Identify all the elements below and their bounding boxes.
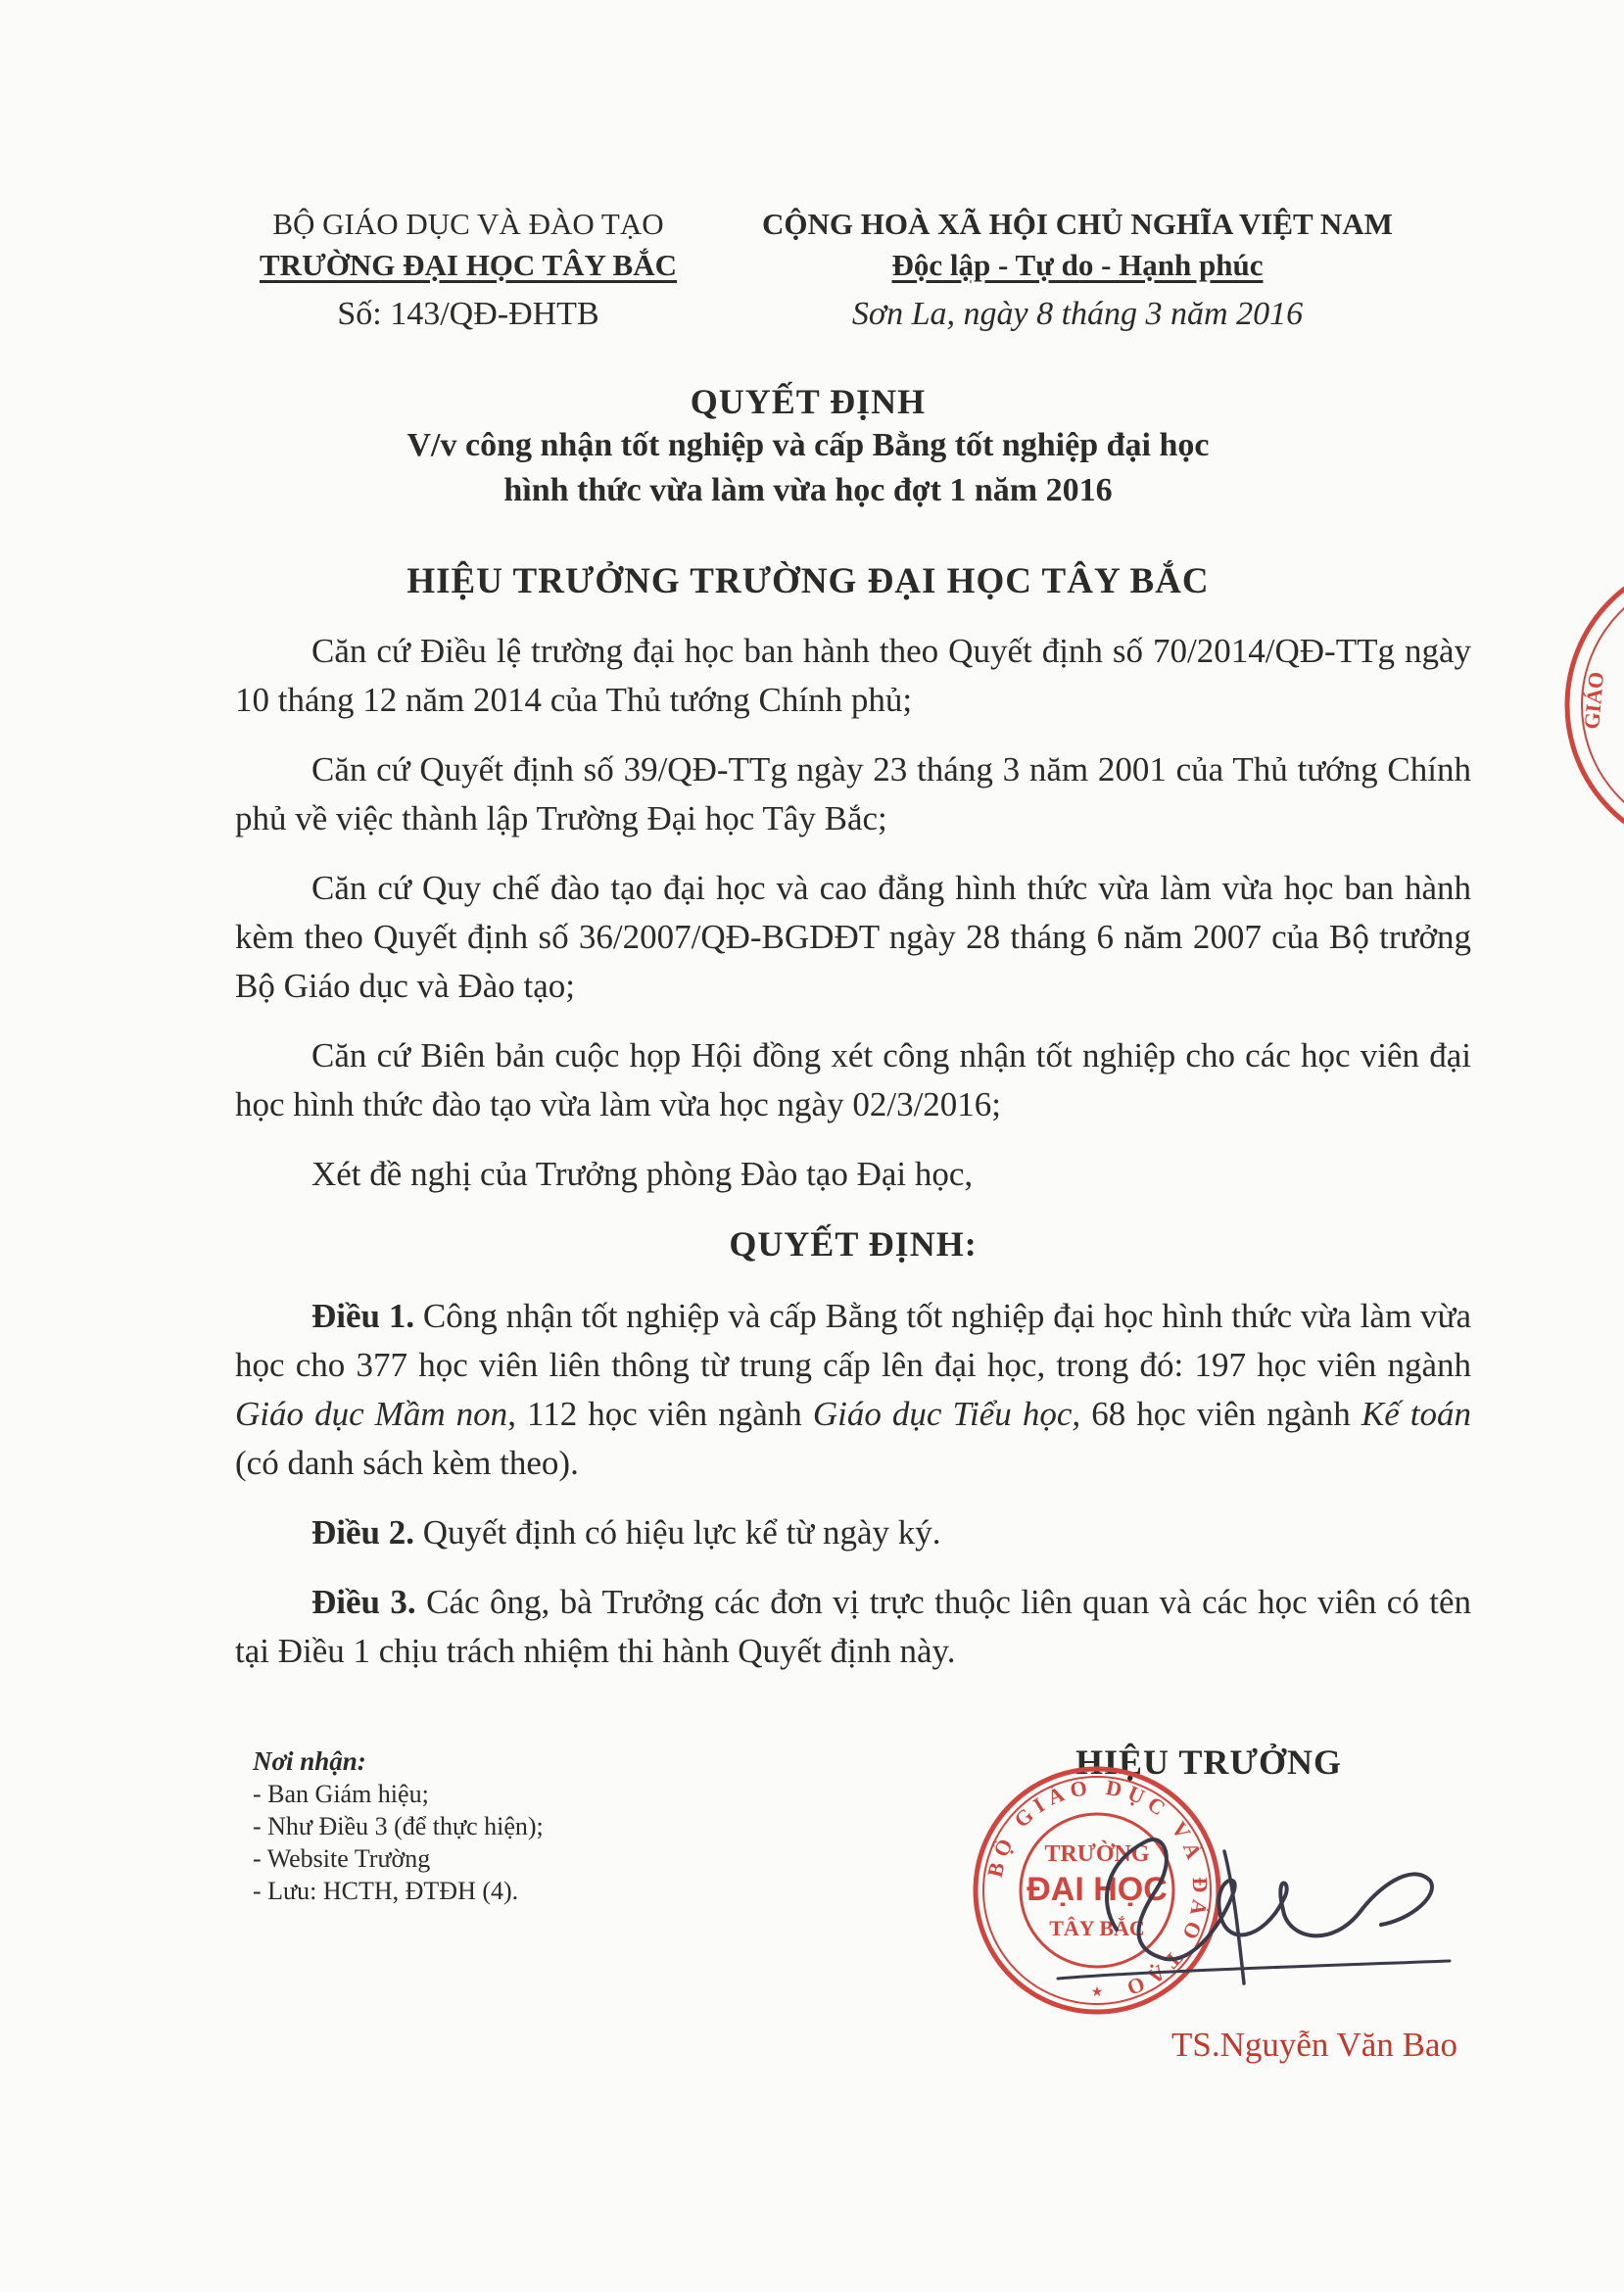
seal-center-text: TÂY BẮC bbox=[1049, 1916, 1145, 1940]
signer-name: TS.Nguyễn Văn Bao bbox=[1171, 2026, 1457, 2064]
article-2-text: Quyết định có hiệu lực kể từ ngày ký. bbox=[414, 1513, 941, 1552]
ministry-name: BỘ GIÁO DỤC VÀ ĐÀO TẠO bbox=[272, 207, 664, 241]
preamble-item: Căn cứ Điều lệ trường đại học ban hành theo Quyết định số 70/2014/QĐ-TTg ngày 10 tháng 12 năm 2014 của Thủ tướng Chính phủ; bbox=[235, 632, 1471, 719]
article-1-text: Công nhận tốt nghiệp và cấp Bằng tốt nghiệp đại học hình thức vừa làm vừa học cho 377 học viên liên thông từ trung cấp lên đại học, trong đó: 197 học viên ngành bbox=[235, 1297, 1472, 1384]
recipient-item: - Như Điều 3 (để thực hiện); bbox=[253, 1812, 544, 1840]
title-subject-line2: hình thức vừa làm vừa học đợt 1 năm 2016 bbox=[503, 472, 1113, 508]
issuing-authority: HIỆU TRƯỞNG TRƯỜNG ĐẠI HỌC TÂY BẮC bbox=[406, 561, 1210, 601]
national-header bbox=[725, 204, 1430, 333]
national-motto: Độc lập - Tự do - Hạnh phúc bbox=[891, 248, 1264, 282]
article-1-text: 68 học viên ngành bbox=[1080, 1395, 1361, 1433]
issue-date: Sơn La, ngày 8 tháng 3 năm 2016 bbox=[851, 296, 1304, 332]
recipients-list bbox=[253, 1745, 544, 1907]
handwritten-signature-icon bbox=[1038, 1802, 1469, 1998]
article-3 bbox=[235, 1578, 1471, 1676]
document-body bbox=[235, 627, 1471, 1696]
decide-heading: QUYẾT ĐỊNH: bbox=[729, 1224, 978, 1264]
seal-center-text: ĐẠI HỌC bbox=[1027, 1871, 1168, 1908]
recipient-item: - Website Trường bbox=[253, 1844, 431, 1873]
article-2-label: Điều 2. bbox=[311, 1513, 414, 1552]
preamble-item: Căn cứ Quyết định số 39/QĐ-TTg ngày 23 tháng 3 năm 2001 của Thủ tướng Chính phủ về việc thành lập Trường Đại học Tây Bắc; bbox=[235, 750, 1471, 837]
side-seal-text: GIÁO bbox=[1579, 670, 1609, 731]
school-name: TRƯỜNG ĐẠI HỌC TÂY BẮC bbox=[260, 248, 677, 282]
major-preschool: Giáo dục Mầm non bbox=[235, 1395, 508, 1433]
article-1 bbox=[235, 1292, 1471, 1488]
recipient-item: - Lưu: HCTH, ĐTĐH (4). bbox=[253, 1877, 519, 1905]
seal-center-text: TRƯỜNG bbox=[1044, 1841, 1150, 1867]
issuer-header bbox=[223, 204, 713, 333]
title-main: QUYẾT ĐỊNH bbox=[690, 382, 927, 421]
major-accounting: Kế toán bbox=[1361, 1395, 1472, 1433]
major-primary: Giáo dục Tiểu học, bbox=[812, 1395, 1081, 1433]
decision-title bbox=[235, 380, 1381, 513]
recipients-label: Nơi nhận: bbox=[253, 1746, 366, 1776]
title-subject-line1: V/v công nhận tốt nghiệp và cấp Bằng tốt nghiệp đại học bbox=[406, 427, 1210, 463]
signer-title: HIỆU TRƯỞNG bbox=[1075, 1743, 1343, 1782]
article-3-label: Điều 3. bbox=[311, 1583, 416, 1621]
seal-ring-text: BỘ GIÁO DỤC VÀ ĐÀO TẠO bbox=[981, 1774, 1214, 2003]
document-number: Số: 143/QĐ-ĐHTB bbox=[337, 296, 599, 332]
article-1-label: Điều 1. bbox=[311, 1297, 415, 1335]
article-1-text: (có danh sách kèm theo). bbox=[235, 1444, 579, 1482]
article-2 bbox=[235, 1508, 1471, 1557]
preamble-item: Căn cứ Quy chế đào tạo đại học và cao đẳng hình thức vừa làm vừa học ban hành kèm theo Quyết định số 36/2007/QĐ-BGDĐT ngày 28 tháng 6 năm 2007 của Bộ trưởng Bộ Giáo dục và Đào tạo; bbox=[235, 869, 1471, 1005]
article-3-text: Các ông, bà Trưởng các đơn vị trực thuộc liên quan và các học viên có tên tại Điều 1 chịu trách nhiệm thi hành Quyết định này. bbox=[235, 1583, 1472, 1670]
preamble-item: Căn cứ Biên bản cuộc họp Hội đồng xét công nhận tốt nghiệp cho các học viên đại học hình thức đào tạo vừa làm vừa học ngày 02/3/2016; bbox=[235, 1036, 1471, 1123]
preamble-item: Xét đề nghị của Trưởng phòng Đào tạo Đại học, bbox=[311, 1155, 974, 1193]
recipient-item: - Ban Giám hiệu; bbox=[253, 1780, 429, 1808]
svg-text:★: ★ bbox=[1090, 1985, 1104, 2000]
article-1-text: , 112 học viên ngành bbox=[507, 1395, 813, 1433]
nation-name: CỘNG HOÀ XÃ HỘI CHỦ NGHĨA VIỆT NAM bbox=[762, 207, 1393, 241]
side-seal-fragment-icon bbox=[1557, 549, 1624, 862]
